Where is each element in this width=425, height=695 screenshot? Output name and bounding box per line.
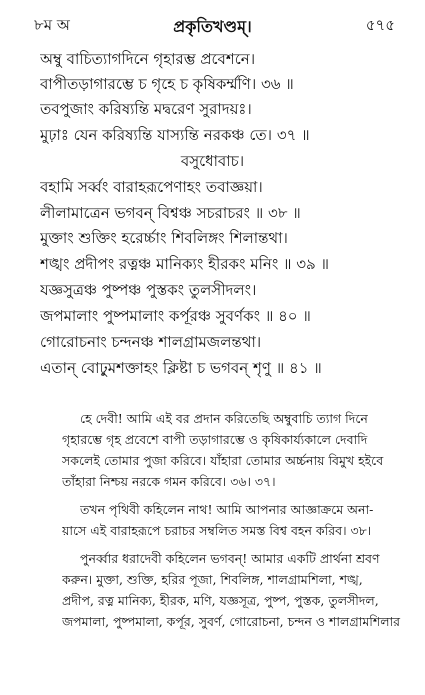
prose-line: তখন পৃথিবী কহিলেন নাথ! আমি আপনার আজ্ঞাক্রমে অনা- (80, 502, 374, 517)
prose-line: য়াসে এই বারাহরূপে চরাচর সম্বলিত সমস্ত বিশ্ব বহন করিব। ৩৮। (62, 523, 372, 538)
chapter-label: ৮ম অ (34, 16, 70, 34)
prose-line: হে দেবী! আমি এই বর প্রদান করিতেছি অম্বুবাচি ত্যাগ দিনে (80, 411, 368, 426)
verse-line: এতান্ বোঢ়ুমশক্তাহং ক্লিষ্টা চ ভগবন্ শৃণু ॥ ৪১ ॥ (40, 359, 322, 377)
prose-line: গৃহারম্ভে গৃহ প্রবেশে বাপী তড়াগারম্ভে ও কৃষিকার্য্যকালে দেবাদি (62, 432, 368, 447)
page-number: ৫৭৫ (365, 16, 395, 34)
verse-line: অম্বু বাচিত্যাগদিনে গৃহারম্ভ প্রবেশনে। (40, 50, 256, 68)
verse-line: শঙ্খং প্রদীপং রত্নঞ্চ মানিক্যং হীরকং মনিং ॥ ৩৯ ॥ (40, 255, 330, 273)
verse-line: জপমালাং পুষ্পমালাং কর্পূরঞ্চ সুবর্ণকং ॥ ৪০ ॥ (40, 307, 311, 325)
speaker-heading: বসুধোবাচ। (180, 152, 245, 170)
verse-line: বাপীতড়াগারম্ভে চ গৃহে চ কৃষিকর্ম্মণি। ৩৬ ॥ (40, 75, 294, 93)
verse-line: তবপুজাং করিষ্যন্তি মদ্বরেণ সুরাদয়ঃ। (40, 100, 252, 118)
prose-line: পুনর্ব্বার ধরাদেবী কহিলেন ভগবন্! আমার একটি প্রার্থনা শ্রবণ (80, 551, 380, 566)
verse-line: বহামি সর্ব্বং বারাহরূপেণাহং তবাজ্ঞয়া। (40, 178, 263, 196)
verse-line: গোরোচনাং চন্দনঞ্চ শালগ্রামজলন্তথা। (40, 333, 262, 351)
prose-line: প্রদীপ, রত্ন মানিক্য, হীরক, মণি, যজ্ঞসূত্র, পুষ্প, পুস্তক, তুলসীদল, (62, 593, 379, 608)
verse-line: মুক্তাং শুক্তিং হরের্চ্চাং শিবলিঙ্গং শিলান্তথা। (40, 229, 288, 247)
prose-line: জপমালা, পুষ্পমালা, কর্পূর, সুবর্ণ, গোরোচনা, চন্দন ও শালগ্রামশিলার (62, 614, 401, 629)
verse-line: যজ্ঞসুত্রঞ্চ পুষ্পঞ্চ পুস্তকং তুলসীদলং। (40, 281, 257, 299)
verse-line: লীলামাত্রেন ভগবন্ বিশ্বঞ্চ সচরাচরং ॥ ৩৮ ॥ (40, 204, 301, 222)
page-title: প্রকৃতিখণ্ডম্। (173, 17, 252, 36)
prose-line: তাঁহারা নিশ্চয় নরকে গমন করিবে। ৩৬। ৩৭। (62, 474, 276, 489)
prose-line: সকলেই তোমার পুজা করিবে। যাঁহারা তোমার অর্চ্চনায় বিমুখ হইবে (62, 453, 384, 468)
prose-line: করুন। মুক্তা, শুক্তি, হরির পূজা, শিবলিঙ্গ, শালগ্রামশিলা, শঙ্খ, (62, 572, 363, 587)
verse-line: মুঢ়াঃ যেন করিষ্যন্তি যাস্যন্তি নরকঞ্চ তে। ৩৭ ॥ (40, 126, 310, 144)
